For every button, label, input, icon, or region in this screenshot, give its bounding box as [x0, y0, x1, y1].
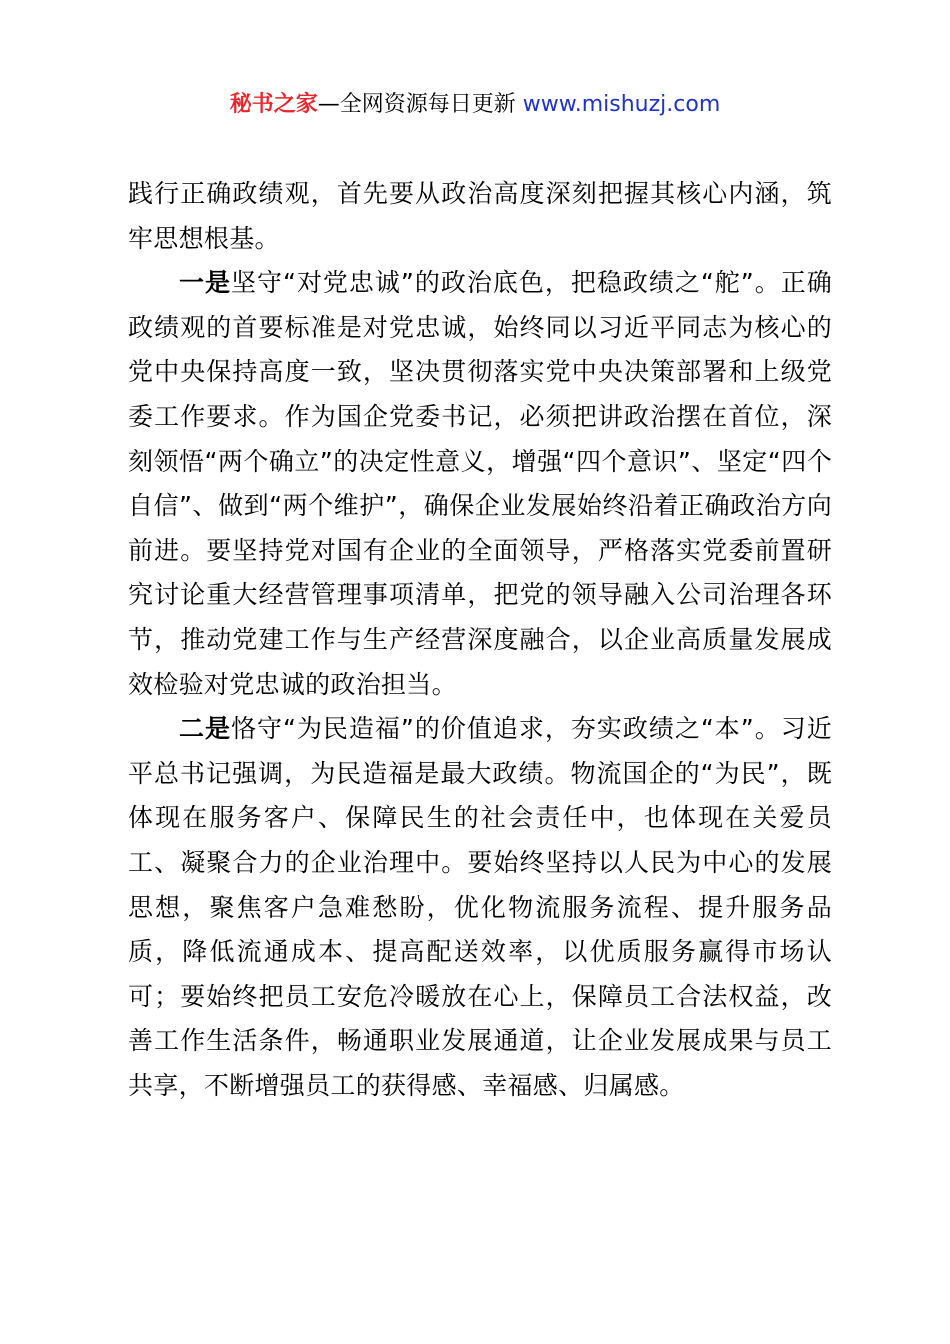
document-body: [128, 172, 832, 1108]
site-url-link[interactable]: www.mishuzj.com: [522, 92, 721, 117]
paragraph-intro: [128, 172, 832, 261]
paragraph-text: 恪守“为民造福”的价值追求，夯实政绩之“本”。习近平总书记强调，为民造福是最大政绩。物流国企的“为民”，既体现在服务客户、保障民生的社会责任中，也体现在关爱员工、凝聚合力的企业治理中。要始终坚持以人民为中心的发展思想，聚焦客户急难愁盼，优化物流服务流程、提升服务品质，降低流通成本、提高配送效率，以优质服务赢得市场认可；要始终把员工安危冷暖放在心上，保障员工合法权益，改善工作生活条件，畅通职业发展通道，让企业发展成果与员工共享，不断增强员工的获得感、幸福感、归属感。: [128, 714, 832, 1100]
brand-name: 秘书之家: [229, 92, 318, 117]
paragraph-text: 坚守“对党忠诚”的政治底色，把稳政绩之“舵”。正确政绩观的首要标准是对党忠诚，始终同以习近平同志为核心的党中央保持高度一致，坚决贯彻落实党中央决策部署和上级党委工作要求。作为国企党委书记，必须把讲政治摆在首位，深刻领悟“两个确立”的决定性意义，增强“四个意识”、坚定“四个自信”、做到“两个维护”，确保企业发展始终沿着正确政治方向前进。要坚持党对国有企业的全面领导，严格落实党委前置研究讨论重大经营管理事项清单，把党的领导融入公司治理各环节，推动党建工作与生产经营深度融合，以企业高质量发展成效检验对党忠诚的政治担当。: [128, 268, 832, 699]
header-tagline: —全网资源每日更新: [317, 92, 523, 117]
site-header: [0, 88, 950, 122]
paragraph-point-two: [128, 707, 832, 1108]
paragraph-text: 践行正确政绩观，首先要从政治高度深刻把握其核心内涵，筑牢思想根基。: [128, 179, 832, 253]
paragraph-point-one: [128, 261, 832, 707]
paragraph-lead: 一是: [179, 268, 231, 298]
paragraph-lead: 二是: [179, 714, 231, 744]
